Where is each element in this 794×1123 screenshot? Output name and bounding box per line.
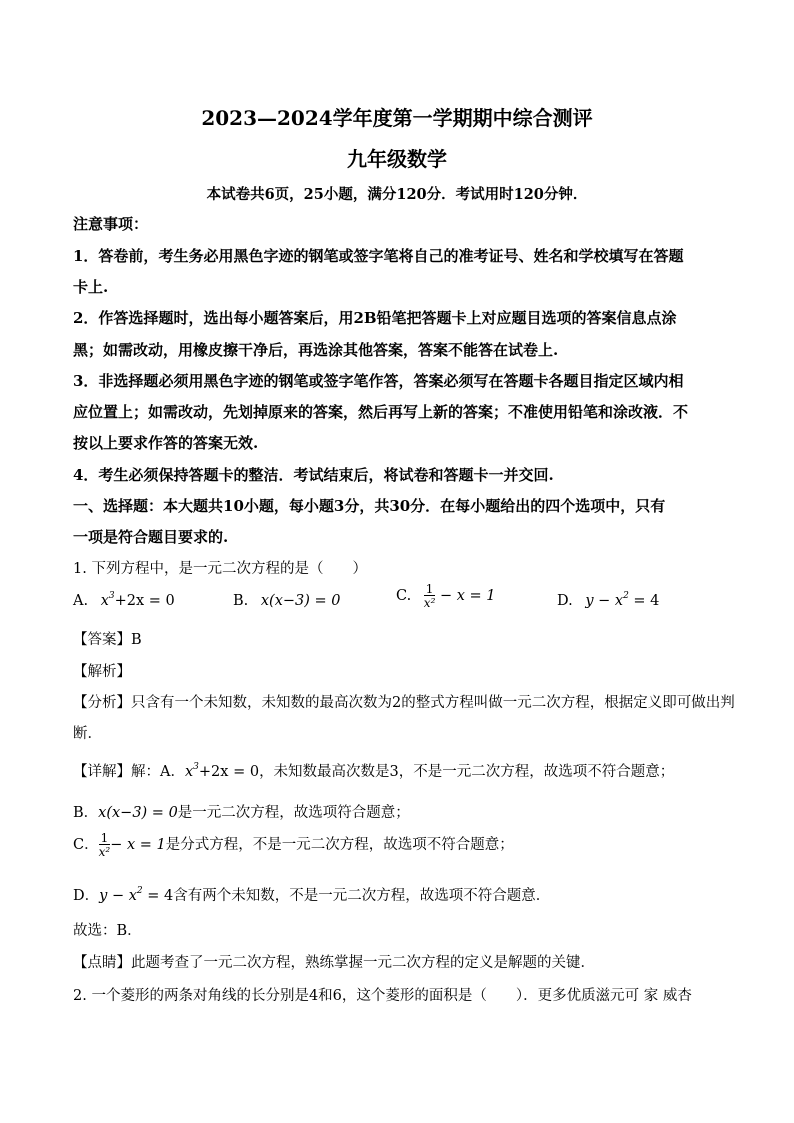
- notice-line: 4．考生必须保持答题卡的整洁．考试结束后，将试卷和答题卡一并交回.: [73, 466, 554, 484]
- formula-part: +2x = 0: [114, 593, 175, 609]
- answer-line: 【答案】B: [73, 632, 142, 648]
- fraction-numerator: 1: [100, 831, 109, 845]
- formula-part: x: [100, 593, 109, 609]
- option-b: [233, 593, 341, 609]
- notice-line: 按以上要求作答的答案无效.: [73, 434, 259, 452]
- notice-line: 2．作答选择题时，选出每小题答案后，用2B铅笔把答题卡上对应题目选项的答案信息点涂: [73, 309, 677, 327]
- analysis-label: 【解析】: [73, 664, 131, 680]
- option-a: [73, 593, 175, 609]
- formula-exponent: 2: [136, 886, 143, 896]
- option-b-formula: x(x−3) = 0: [260, 593, 341, 609]
- detail-suffix: ，未知数最高次数是3，不是一元二次方程，故选项不符合题意；: [259, 764, 675, 780]
- option-b-label: B.: [233, 593, 249, 609]
- exam-info: 本试卷共6页，25小题，满分120分．考试用时120分钟．: [206, 186, 588, 203]
- formula-exponent: 2: [623, 591, 629, 601]
- notice-line: 1．答卷前，考生务必用黑色字迹的钢笔或签字笔将自己的准考证号、姓名和学校填写在答题: [73, 247, 684, 265]
- detail-prefix: D．: [73, 888, 100, 904]
- fraction-numerator: 1: [425, 582, 434, 596]
- option-a-label: A.: [73, 593, 89, 609]
- notice-line: 黑；如需改动，用橡皮擦干净后，再选涂其他答案，答案不能答在试卷上.: [73, 341, 559, 359]
- section-heading: 一、选择题：本大题共10小题，每小题3分，共30分．在每小题给出的四个选项中，只有: [73, 497, 666, 515]
- option-c-fraction: [424, 583, 436, 609]
- detail-a: [73, 760, 674, 781]
- question-1-stem: 1. 下列方程中，是一元二次方程的是（ ）: [73, 561, 367, 577]
- option-c: [396, 583, 496, 609]
- detail-prefix: B．: [73, 805, 99, 821]
- option-d-formula: [585, 593, 659, 609]
- detail-a-formula: [185, 764, 259, 780]
- fraction-denominator: x²: [98, 845, 111, 859]
- formula-exponent: 3: [193, 762, 199, 772]
- formula-part: y − x: [585, 593, 624, 609]
- detail-d-formula: [99, 888, 173, 904]
- fraction-denominator: x²: [423, 596, 436, 610]
- notice-line: 卡上.: [73, 278, 109, 296]
- detail-c: [73, 832, 514, 858]
- section-heading: 一项是符合题目要求的.: [73, 528, 229, 546]
- detail-d: [73, 884, 550, 905]
- notice-line: 应位置上；如需改动，先划掉原来的答案，然后再写上新的答案；不准使用铅笔和涂改液．不: [73, 403, 689, 421]
- comment-line: 【点睛】此题考查了一元二次方程，熟练掌握一元二次方程的定义是解题的关键．: [73, 955, 595, 971]
- detail-c-fraction: [99, 832, 111, 858]
- detail-c-formula: − x = 1: [110, 837, 166, 853]
- detail-prefix: C．: [73, 837, 99, 853]
- detail-suffix: 含有两个未知数，不是一元二次方程，故选项不符合题意．: [173, 888, 551, 904]
- formula-part: x: [184, 764, 194, 780]
- analysis-text: 【分析】只含有一个未知数，未知数的最高次数为2的整式方程叫做一元二次方程，根据定义即可做出判: [73, 695, 735, 711]
- question-2-stem: 2. 一个菱形的两条对角线的长分别是4和6，这个菱形的面积是（ ）．更多优质滋元可 家 威杏: [73, 988, 692, 1004]
- choose-line: 故选：B．: [73, 923, 142, 939]
- detail-b: [73, 801, 410, 822]
- formula-part: +2x = 0: [198, 764, 260, 780]
- formula-part: y − x: [99, 888, 137, 904]
- analysis-text: 断．: [73, 726, 102, 742]
- detail-suffix: 是分式方程，不是一元二次方程，故选项不符合题意；: [165, 837, 514, 853]
- option-a-formula: [101, 593, 175, 609]
- option-c-formula: − x = 1: [439, 588, 496, 604]
- option-d-label: D.: [557, 593, 573, 609]
- option-c-label: C.: [396, 588, 412, 604]
- option-d: [557, 593, 659, 609]
- detail-prefix: 【详解】解：A．: [73, 764, 185, 780]
- formula-part: = 4: [628, 593, 660, 609]
- exam-title: 2023—2024学年度第一学期期中综合测评: [201, 106, 593, 130]
- formula-part: = 4: [142, 888, 174, 904]
- notice-line: 3．非选择题必须用黑色字迹的钢笔或签字笔作答，答案必须写在答题卡各题目指定区域内相: [73, 372, 684, 390]
- detail-b-formula: x(x−3) = 0: [98, 805, 178, 821]
- subject-title: 九年级数学: [347, 147, 447, 171]
- notice-heading: 注意事项：: [73, 215, 149, 233]
- detail-suffix: 是一元二次方程，故选项符合题意；: [177, 805, 410, 821]
- formula-exponent: 3: [108, 591, 115, 601]
